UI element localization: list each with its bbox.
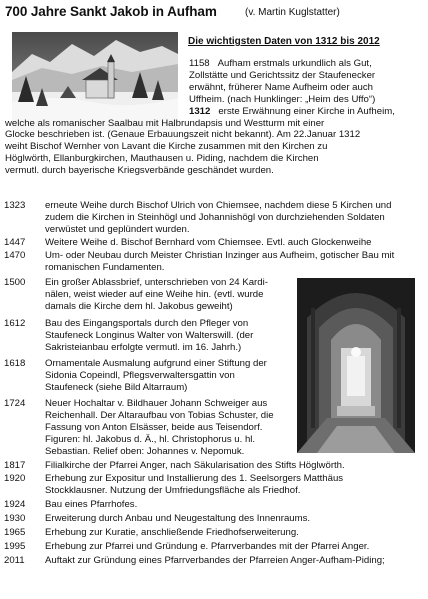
entry-year: 1618 (4, 358, 26, 369)
text-1312-4: Höglwörth, Ellanburgkirchen, Mauthausen u. Piding, nachdem die Kirchen (5, 153, 319, 165)
entry-text: Um- oder Neubau durch Meister Christian Inzinger aus Aufheim, gotischer Bau mit (45, 250, 395, 261)
entry-text: Sidonia Copeindl, Pflegsverwaltersgattin von (45, 369, 235, 381)
entry-text: Auftakt zur Gründung eines Pfarrverbandes der Pfarreien Anger-Aufham-Piding; (45, 555, 385, 566)
entry-text: romanischen Fundamenten. (45, 261, 165, 273)
entry-text: Erweiterung durch Anbau und Neugestaltung des Innenraums. (45, 513, 311, 524)
text-1312-1: welche als romanischer Saalbau mit Halbrundapsis und Westturm mit einer (5, 117, 325, 129)
church-interior-photo (297, 278, 415, 453)
entry-text: zudem die Kirchen in Steinhögl und Johannishögl von durchziehenden Soldaten (45, 211, 385, 223)
entry-year: 1965 (4, 527, 26, 538)
entry-text: Bau eines Pfarrhofes. (45, 499, 138, 510)
entry-year: 1924 (4, 499, 26, 510)
text-1158-2: erwähnt, früherer Name Aufheim oder auch (189, 81, 373, 93)
entry-text: Fassung von Anton Elsässer, beide aus Teisendorf. (45, 421, 263, 433)
entry-year: 1500 (4, 277, 26, 288)
entry-text: Figuren: hl. Jakobus d. Ä., hl. Christophorus u. hl. (45, 433, 256, 445)
entry-text: nälen, weist wieder auf eine Weihe hin. (evtl. wurde (45, 288, 264, 300)
entry-text: verwüstet und geplündert wurden. (45, 223, 190, 235)
entry-text: damals die Kirche dem hl. Jakobus geweiht) (45, 300, 233, 312)
entry-text: Erhebung zur Kuratie, anschließende Friedhofserweiterung. (45, 527, 299, 538)
entry-text: Stockklausner. Nutzung der Umfriedungsfläche als Friedhof. (45, 484, 301, 496)
entry-text: Erhebung zur Expositur und Installierung des 1. Seelsorgers Matthäus (45, 473, 344, 484)
page-title: 700 Jahre Sankt Jakob in Aufham (5, 4, 217, 19)
entry-text: Weitere Weihe d. Bischof Bernhard vom Chiemsee. Evtl. auch Glockenweihe (45, 237, 372, 248)
text-1158-0: Aufham erstmals urkundlich als Gut, (217, 58, 372, 69)
entry-text: Sebastian. Relief oben: Johannes v. Nepomuk. (45, 445, 245, 457)
entry-text: Neuer Hochaltar v. Bildhauer Johann Schweiger aus (45, 398, 268, 409)
text-1312-5: vermutl. durch bayerische Kriegsverbände geschändet wurden. (5, 165, 274, 177)
entry-year: 1470 (4, 250, 26, 261)
entry-text: Reichenhall. Der Altaraufbau von Tobias Schuster, die (45, 409, 274, 421)
year-1312: 1312 (189, 105, 211, 117)
entry-text: Sakristeianbau erfolgte vermutl. im 16. Jahrh.) (45, 341, 242, 353)
entry-year: 1323 (4, 200, 26, 211)
entry-1312-line-1 (189, 106, 421, 118)
entry-year: 1995 (4, 541, 26, 552)
intro-text (5, 54, 421, 177)
text-1158-3: Uffheim. (nach Hunklinger: „Heim des Uffo“) (189, 93, 376, 105)
section-subtitle: Die wichtigsten Daten von 1312 bis 2012 (188, 36, 380, 47)
text-1312-3: weiht Bischof Wernher von Lavant die Kirche zusammen mit den Kirchen zu (5, 141, 328, 153)
entry-year: 2011 (4, 555, 25, 566)
entry-year: 1724 (4, 398, 26, 409)
entry-text: Ein großer Ablassbrief, unterschrieben von 24 Kardi- (45, 277, 268, 288)
entry-text: Filialkirche der Pfarrei Anger, nach Säkularisation des Stifts Höglwörth. (45, 460, 345, 471)
entry-year: 1447 (4, 237, 26, 248)
entry-text: Ornamentale Ausmalung aufgrund einer Stiftung der (45, 358, 267, 369)
text-1158-1: Zollstätte und Gerichtssitz der Staufenecker (189, 69, 376, 81)
entry-1158-line-1 (189, 58, 421, 70)
entry-text: erneute Weihe durch Bischof Ulrich von Chiemsee, nachdem diese 5 Kirchen und (45, 200, 392, 211)
entry-text: Staufeneck (siehe Bild Altarraum) (45, 381, 188, 393)
author-credit: (v. Martin Kuglstatter) (245, 7, 340, 18)
entry-year: 1817 (4, 460, 26, 471)
entry-year: 1920 (4, 473, 26, 484)
text-1312-0: erste Erwähnung einer Kirche in Aufheim, (218, 105, 395, 117)
entry-year: 1612 (4, 318, 26, 329)
entry-year: 1930 (4, 513, 26, 524)
text-1312-2: Glocke beschrieben ist. (Genaue Erbauungszeit nicht bekannt). Am 22.Januar 1312 (5, 129, 361, 141)
header (5, 4, 425, 24)
year-1158: 1158 (189, 58, 210, 69)
entry-text: Staufeneck Longinus Walter von Walterswill. (der (45, 329, 254, 341)
entry-text: Erhebung zur Pfarrei und Gründung e. Pfarrverbandes mit der Pfarrei Anger. (45, 541, 370, 552)
entry-text: Bau des Eingangsportals durch den Pfleger von (45, 318, 249, 329)
